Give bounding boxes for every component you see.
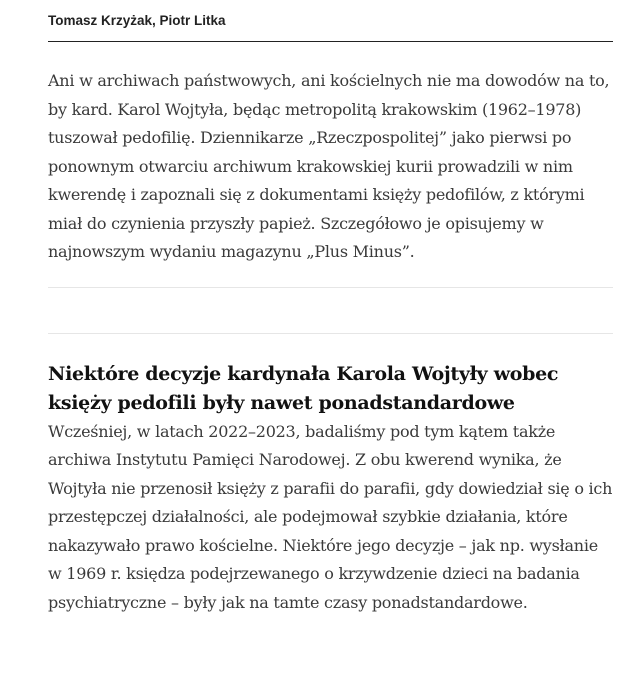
- author-byline[interactable]: Tomasz Krzyżak, Piotr Litka: [48, 13, 226, 28]
- article: [48, 0, 613, 617]
- byline-divider: [48, 41, 613, 42]
- article-paragraph: Wcześniej, w latach 2022–2023, badaliśmy pod tym kątem także archiwa Instytutu Pamięci Narodowej. Z obu kwerend wynika, że Wojtyła nie przenosił księży z parafii do parafii, gdy dowiedział się o ich przestępczej działalności, ale podejmował szybkie działania, które nakazywało prawo kościelne. Niektóre jego decyzje – jak np. wysłanie w 1969 r. księdza podejrzewanego o krzywdzenie dzieci na badania psychiatryczne – były jak na tamte czasy ponadstandardowe.: [48, 421, 613, 612]
- article-lead: Ani w archiwach państwowych, ani kościelnych nie ma dowodów na to, by kard. Karol Wojtyła, będąc metropolitą krakowskim (1962–1978) tuszował pedofilię. Dziennikarze „Rzeczpospolitej” jako pierwsi po ponownym otwarciu archiwum krakowskiej kurii prowadzili w nim kwerendę i zapoznali się z dokumentami księży pedofilów, z którymi miał do czynienia przyszły papież. Szczegółowo je opisujemy w najnowszym wydaniu magazynu „Plus Minus”.: [48, 71, 610, 261]
- ad-slot-top-divider: [48, 287, 613, 288]
- ad-slot-bottom-divider: [48, 333, 613, 334]
- section-heading: Niektóre decyzje kardynała Karola Wojtyły wobec księży pedofili były nawet ponadstandardowe: [48, 362, 559, 414]
